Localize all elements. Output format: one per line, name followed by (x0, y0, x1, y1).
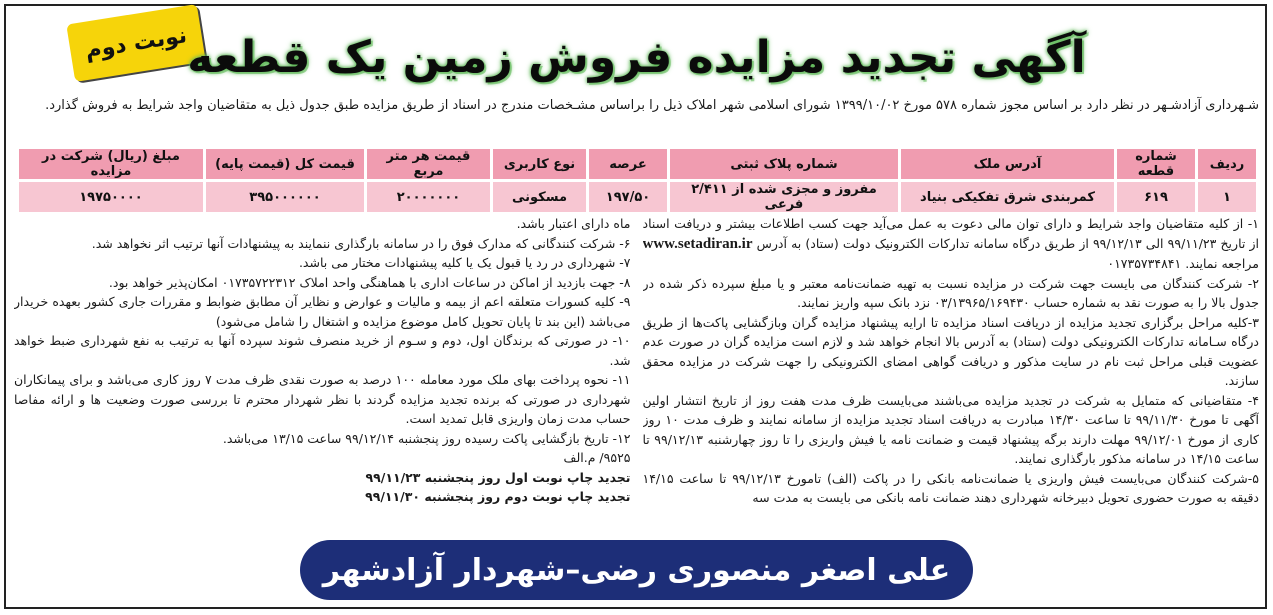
table-row (19, 182, 1256, 212)
condition-2: ۲- شرکت کنندگان می بایست جهت شرکت در مزایده نسبت به تهیه ضمانت‌نامه معتبر و یا مبلغ سپرده ذکر شده در جدول بالا را به صورت نقد به شماره حساب ۰۳/۱۳۹۶۵/۱۶۹۴۳۰ نزد بانک سپه واریز نمایند. (642, 275, 1259, 310)
cell-total-price: ۳۹۵۰۰۰۰۰۰ (206, 182, 364, 212)
cell-price-per-meter: ۲۰۰۰۰۰۰۰ (367, 182, 490, 212)
col-header-total-price: قیمت کل (قیمت پایه) (206, 149, 364, 179)
auction-table (16, 146, 1259, 215)
conditions-body (14, 214, 1259, 532)
col-header-price-per-meter: قیمت هر متر مربع (367, 149, 490, 179)
col-header-deposit: مبلغ (ریال) شرکت در مزایده (19, 149, 203, 179)
print-date-first: تجدید چاپ نوبت اول روز پنجشنبه ۹۹/۱۱/۲۳ (365, 469, 631, 485)
col-header-usage: نوع کاربری (493, 149, 586, 179)
mayor-signature-banner: علی اصغر منصوری رضی–شهردار آزادشهر (300, 540, 973, 600)
condition-6: ۶- شرکت کنندگانی که مدارک فوق را در سامانه بارگذاری ننمایند به پیشنهادات آنها ترتیب اثر نخواهد شد. (91, 235, 631, 251)
cell-address: کمربندی شرق تفکیکی بنیاد (901, 182, 1114, 212)
condition-12: ۱۲- تاریخ بازگشایی پاکت رسیده روز پنجشنبه ۹۹/۱۲/۱۴ ساعت ۱۳/۱۵ می‌باشد. (222, 430, 631, 446)
intro-paragraph: شـهرداری آزادشـهر در نظر دارد بر اساس مجوز شماره ۵۷۸ مورخ ۱۳۹۹/۱۰/۰۲ شورای اسلامی شهر املاک ذیل را براساس مشـخصات مندرج در اسناد از طریق مزایده طبق جدول ذیل به متقاضیان واجد شرایط به فروش گذارد. (45, 98, 1259, 113)
table-header-row (19, 149, 1256, 179)
condition-9: ۹- کلیه کسورات متعلقه اعم از بیمه و مالیات و عوارض و نظایر آن مطابق ضوابط و مقررات جاری کشور بعهده خریدار می‌باشد (این بند تا پایان تحویل کامل موضوع مزایده و اشتغال را شامل می‌شود) (14, 294, 631, 329)
col-header-parcel-no: شماره قطعه (1117, 149, 1195, 179)
cell-area: ۱۹۷/۵۰ (589, 182, 667, 212)
condition-8: ۸- جهت بازدید از اماکن در ساعات اداری با هماهنگی واحد املاک ۰۱۷۳۵۷۲۲۳۱۲ امکان‌پذیر خواهد بود. (108, 274, 631, 290)
col-header-address: آدرس ملک (901, 149, 1114, 179)
condition-7: ۷- شهرداری در رد یا قبول یک یا کلیه پیشنهادات مختار می باشد. (298, 255, 631, 270)
conditions-left-column (14, 214, 631, 532)
condition-5: ۵-شرکت کنندگان می‌بایست فیش واریزی یا ضمانت‌نامه بانکی را در پاکت (الف) تامورخ ۹۹/۱۲/۱۳ تا ساعت ۱۴/۱۵ دقیقه به صورت حضوری تحویل دبیرخانه شهرداری دهند ضمانت نامه بانکی می بایست به مدت سه (642, 470, 1259, 505)
condition-5-continued: ماه دارای اعتبار باشد. (516, 216, 631, 231)
print-date-second: تجدید چاپ نوبت دوم روز پنجشنبه ۹۹/۱۱/۳۰ (365, 489, 631, 504)
condition-4: ۴- متقاضیانی که متمایل به شرکت در تجدید مزایده می‌باشند می‌بایست ظرف مدت هفت روز از تاریخ انتشار اولین آگهی تا مورخ ۹۹/۱۱/۳۰ تا ساعت ۱۴/۳۰ مبادرت به دریافت اسناد تجدید مزایده از سامانه نمایند و ظرف مدت ۱۰ روز کاری از مورخ ۹۹/۱۲/۰۱ مهلت دارند برگه پیشنهاد قیمت و ضمانت نامه یا فیش واریزی را تا روز چهارشنبه ۹۹/۱۲/۱۳ تا ساعت ۱۴/۱۵ در سامانه مذکور بارگذاری نمایند. (642, 392, 1259, 466)
col-header-area: عرصه (589, 149, 667, 179)
cell-deposit: ۱۹۷۵۰۰۰۰ (19, 182, 203, 212)
col-header-registry: شماره پلاک ثبتی (670, 149, 898, 179)
condition-1 (643, 214, 1260, 274)
col-header-row-no: ردیف (1198, 149, 1256, 179)
page-title: آگهی تجدید مزایده فروش زمین یک قطعه (187, 32, 1086, 83)
cell-registry: مفروز و مجزی شده از ۲/۴۱۱ فرعی (670, 182, 898, 212)
condition-3: ۳-کلیه مراحل برگزاری تجدید مزایده از دریافت اسناد مزایده تا ارایه پیشنهاد مزایده گران وبازگشایی پاکت‌ها از طریق درگاه سـامانه تدارکات الکترونیکی دولت (ستاد) به آدرس بالا انجام خواهد شد و لازم است مزایده گران در صورت عدم عضویت قبلی مراحل ثبت نام در سایت مذکور و دریافت گواهی امضای الکترونیکی را جهت شرکت در مزایده محقق سازند. (642, 314, 1259, 388)
cell-usage: مسکونی (493, 182, 586, 212)
cell-parcel-no: ۶۱۹ (1117, 182, 1195, 212)
setad-website-link[interactable]: www.setadiran.ir (642, 235, 753, 252)
condition-11: ۱۱- نحوه پرداخت بهای ملک مورد معامله ۱۰۰ درصد به صورت نقدی ظرف مدت ۷ روز کاری می‌باشد و برای پیمانکاران شهرداری در صورتی که برنده تجدید مزایده گردند با نظر شهردار محترم تا بررسی صورت وضعیت ها و ارائه مفاصا حساب مدت زمان واریزی قابل تمدید است. (14, 372, 631, 426)
reference-number: ۹۵۲۵/ م.الف (563, 450, 631, 465)
condition-1-phone: مراجعه نمایند. ۰۱۷۳۵۷۳۴۸۴۱ (1107, 256, 1259, 271)
condition-1-text: ۱- از کلیه متقاضیان واجد شرایط و دارای توان مالی دعوت به عمل می‌آید جهت کسب اطلاعات بیشتر و دریافت اسناد از تاریخ ۹۹/۱۱/۲۳ الی ۹۹/۱۲/۱۳ از طریق درگاه سامانه تدارکات الکترونیک دولت (ستاد) به آدرس (642, 216, 1259, 251)
cell-row-no: ۱ (1198, 182, 1256, 212)
condition-10: ۱۰- در صورتی که برندگان اول، دوم و سـوم از خرید منصرف شوند سپرده آنها به ترتیب به نفع شهرداری ضبط خواهد شد. (14, 333, 631, 368)
conditions-right-column (643, 214, 1260, 532)
round-badge: نوبت دوم (66, 4, 205, 82)
